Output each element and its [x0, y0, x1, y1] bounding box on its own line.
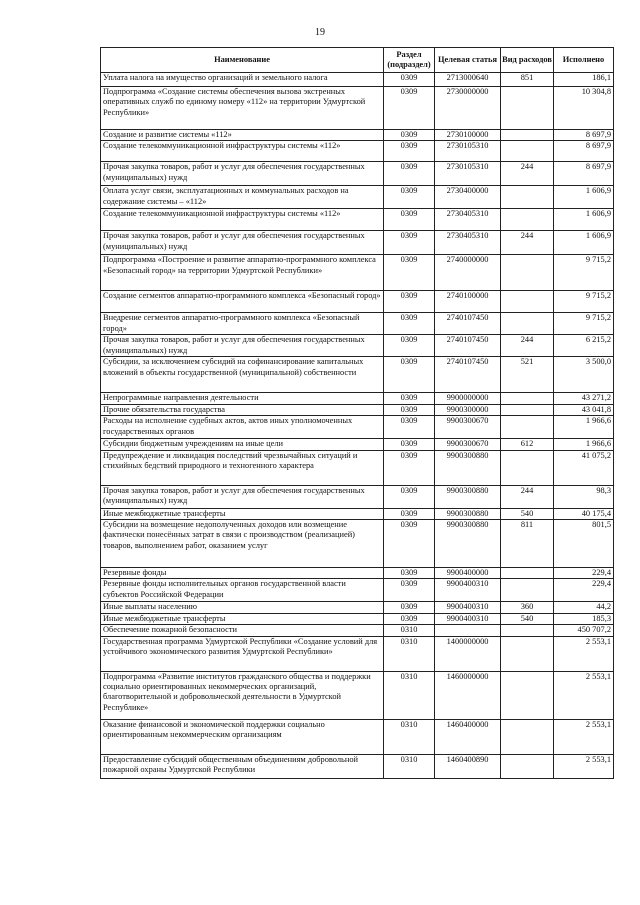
- table-row: [101, 450, 614, 485]
- cell-value: 3 500,0: [554, 357, 614, 393]
- cell-section: 0309: [384, 209, 435, 231]
- cell-value: 229,4: [554, 568, 614, 579]
- cell-expense: [501, 186, 554, 209]
- cell-expense: 244: [501, 162, 554, 186]
- cell-expense: [501, 450, 554, 485]
- table-row: [101, 625, 614, 636]
- cell-value: 40 175,4: [554, 508, 614, 519]
- table-row: [101, 520, 614, 568]
- cell-name: Создание сегментов аппаратно-программного комплекса «Безопасный город»: [101, 291, 384, 313]
- table-row: [101, 485, 614, 508]
- table-row: [101, 291, 614, 313]
- cell-value: 2 553,1: [554, 636, 614, 671]
- cell-name: Субсидии, за исключением субсидий на софинансирование капитальных вложений в объекты государственной (муниципальной) собственности: [101, 357, 384, 393]
- cell-value: 10 304,8: [554, 87, 614, 130]
- cell-section: 0310: [384, 719, 435, 754]
- header-name: Наименование: [101, 48, 384, 73]
- table-row: [101, 636, 614, 671]
- table-row: [101, 393, 614, 404]
- cell-target: 2740107450: [435, 313, 501, 335]
- cell-target: 2740100000: [435, 291, 501, 313]
- cell-expense: [501, 416, 554, 439]
- cell-target: 9900400310: [435, 602, 501, 613]
- cell-name: Обеспечение пожарной безопасности: [101, 625, 384, 636]
- table-row: [101, 231, 614, 255]
- cell-section: 0309: [384, 485, 435, 508]
- cell-value: 1 606,9: [554, 231, 614, 255]
- cell-expense: [501, 209, 554, 231]
- cell-value: 6 215,2: [554, 335, 614, 357]
- cell-name: Оплата услуг связи, эксплуатационных и коммунальных расходов на содержание системы – «112»: [101, 186, 384, 209]
- cell-value: 2 553,1: [554, 754, 614, 778]
- cell-name: Предупреждение и ликвидация последствий чрезвычайных ситуаций и стихийных бедствий природного и техногенного характера: [101, 450, 384, 485]
- cell-expense: 521: [501, 357, 554, 393]
- cell-section: 0309: [384, 357, 435, 393]
- cell-target: 9900400310: [435, 613, 501, 624]
- cell-value: 98,3: [554, 485, 614, 508]
- cell-expense: [501, 255, 554, 291]
- cell-name: Подпрограмма «Создание системы обеспечения вызова экстренных оперативных служб по единому номеру «112» на территории Удмуртской Республики»: [101, 87, 384, 130]
- cell-section: 0310: [384, 636, 435, 671]
- cell-target: 2713000640: [435, 73, 501, 87]
- cell-section: 0310: [384, 754, 435, 778]
- table-row: [101, 357, 614, 393]
- cell-section: 0309: [384, 73, 435, 87]
- cell-name: Прочие обязательства государства: [101, 404, 384, 415]
- cell-name: Резервные фонды: [101, 568, 384, 579]
- cell-expense: 244: [501, 335, 554, 357]
- cell-name: Резервные фонды исполнительных органов государственной власти субъектов Российской Федерации: [101, 579, 384, 602]
- cell-section: 0309: [384, 613, 435, 624]
- cell-value: 1 966,6: [554, 416, 614, 439]
- cell-expense: [501, 625, 554, 636]
- cell-target: 9900400000: [435, 568, 501, 579]
- cell-target: 9900000000: [435, 393, 501, 404]
- table-row: [101, 186, 614, 209]
- cell-target: 1460000000: [435, 671, 501, 719]
- cell-section: 0309: [384, 520, 435, 568]
- cell-value: 8 697,9: [554, 162, 614, 186]
- cell-value: 185,3: [554, 613, 614, 624]
- cell-expense: 612: [501, 439, 554, 450]
- cell-section: 0309: [384, 255, 435, 291]
- cell-value: 8 697,9: [554, 141, 614, 162]
- cell-section: 0309: [384, 439, 435, 450]
- cell-section: 0309: [384, 393, 435, 404]
- cell-target: 1400000000: [435, 636, 501, 671]
- page-number: 19: [315, 27, 325, 38]
- cell-section: 0310: [384, 625, 435, 636]
- cell-value: 44,2: [554, 602, 614, 613]
- cell-target: 9900300670: [435, 416, 501, 439]
- cell-target: 9900300880: [435, 450, 501, 485]
- cell-section: 0309: [384, 186, 435, 209]
- table-row: [101, 439, 614, 450]
- cell-expense: [501, 671, 554, 719]
- cell-target: 9900300880: [435, 520, 501, 568]
- cell-target: 2730105310: [435, 141, 501, 162]
- cell-name: Оказание финансовой и экономической поддержки социально ориентированным некоммерческим организациям: [101, 719, 384, 754]
- cell-expense: 244: [501, 231, 554, 255]
- cell-target: 2730105310: [435, 162, 501, 186]
- cell-expense: [501, 636, 554, 671]
- cell-section: 0309: [384, 568, 435, 579]
- cell-expense: [501, 141, 554, 162]
- cell-name: Подпрограмма «Построение и развитие аппаратно-программного комплекса «Безопасный город» на территории Удмуртской Республики»: [101, 255, 384, 291]
- cell-section: 0309: [384, 508, 435, 519]
- cell-expense: [501, 719, 554, 754]
- table-row: [101, 73, 614, 87]
- cell-section: 0309: [384, 602, 435, 613]
- cell-name: Прочая закупка товаров, работ и услуг для обеспечения государственных (муниципальных) нужд: [101, 162, 384, 186]
- cell-section: 0309: [384, 130, 435, 141]
- cell-section: 0309: [384, 141, 435, 162]
- header-target: Целевая статья: [435, 48, 501, 73]
- cell-expense: [501, 579, 554, 602]
- cell-section: 0309: [384, 162, 435, 186]
- cell-target: 9900300880: [435, 485, 501, 508]
- table-row: [101, 508, 614, 519]
- cell-section: 0309: [384, 231, 435, 255]
- cell-section: 0309: [384, 313, 435, 335]
- cell-expense: 540: [501, 613, 554, 624]
- cell-name: Уплата налога на имущество организаций и земельного налога: [101, 73, 384, 87]
- table-row: [101, 209, 614, 231]
- table-row: [101, 613, 614, 624]
- cell-name: Прочая закупка товаров, работ и услуг для обеспечения государственных (муниципальных) нужд: [101, 231, 384, 255]
- cell-value: 801,5: [554, 520, 614, 568]
- header-expense: Вид расходов: [501, 48, 554, 73]
- cell-expense: [501, 568, 554, 579]
- cell-target: 9900300670: [435, 439, 501, 450]
- cell-name: Иные выплаты населению: [101, 602, 384, 613]
- cell-value: 41 075,2: [554, 450, 614, 485]
- table-row: [101, 719, 614, 754]
- cell-expense: 851: [501, 73, 554, 87]
- cell-value: 9 715,2: [554, 255, 614, 291]
- table-row: [101, 602, 614, 613]
- cell-value: 9 715,2: [554, 291, 614, 313]
- table-row: [101, 754, 614, 778]
- cell-section: 0309: [384, 404, 435, 415]
- cell-value: 229,4: [554, 579, 614, 602]
- cell-name: Подпрограмма «Развитие институтов гражданского общества и поддержки социально ориентированных некоммерческих организаций, благотворительной и добровольческой деятельности в Удмуртской Республике»: [101, 671, 384, 719]
- cell-name: Субсидии на возмещение недополученных доходов или возмещение фактически понесённых затрат в связи с производством (реализацией) товаров, выполнением работ, оказанием услуг: [101, 520, 384, 568]
- cell-target: [435, 625, 501, 636]
- table-row: [101, 162, 614, 186]
- cell-target: 2730405310: [435, 209, 501, 231]
- cell-value: 1 606,9: [554, 186, 614, 209]
- cell-name: Создание телекоммуникационной инфраструктуры системы «112»: [101, 141, 384, 162]
- cell-expense: 244: [501, 485, 554, 508]
- cell-target: 1460400000: [435, 719, 501, 754]
- cell-value: 2 553,1: [554, 719, 614, 754]
- cell-value: 8 697,9: [554, 130, 614, 141]
- cell-section: 0309: [384, 450, 435, 485]
- cell-section: 0310: [384, 671, 435, 719]
- header-value: Исполнено: [554, 48, 614, 73]
- table-row: [101, 416, 614, 439]
- cell-section: 0309: [384, 416, 435, 439]
- cell-target: 2730000000: [435, 87, 501, 130]
- cell-value: 1 966,6: [554, 439, 614, 450]
- table-row: [101, 671, 614, 719]
- table-row: [101, 335, 614, 357]
- table-row: [101, 141, 614, 162]
- cell-section: 0309: [384, 87, 435, 130]
- cell-value: 9 715,2: [554, 313, 614, 335]
- cell-expense: [501, 313, 554, 335]
- cell-value: 43 041,8: [554, 404, 614, 415]
- table-row: [101, 404, 614, 415]
- cell-target: 9900400310: [435, 579, 501, 602]
- table-row: [101, 130, 614, 141]
- cell-section: 0309: [384, 335, 435, 357]
- cell-expense: [501, 754, 554, 778]
- cell-target: 2740000000: [435, 255, 501, 291]
- cell-section: 0309: [384, 291, 435, 313]
- cell-target: 9900300000: [435, 404, 501, 415]
- cell-name: Прочая закупка товаров, работ и услуг для обеспечения государственных (муниципальных) нужд: [101, 335, 384, 357]
- cell-name: Предоставление субсидий общественным объединениям добровольной пожарной охраны Удмуртской Республики: [101, 754, 384, 778]
- cell-target: 2740107450: [435, 335, 501, 357]
- cell-name: Прочая закупка товаров, работ и услуг для обеспечения государственных (муниципальных) нужд: [101, 485, 384, 508]
- budget-execution-table: [100, 47, 614, 779]
- table-body: [101, 73, 614, 779]
- table-row: [101, 579, 614, 602]
- cell-target: 1460400890: [435, 754, 501, 778]
- cell-value: 2 553,1: [554, 671, 614, 719]
- cell-section: 0309: [384, 579, 435, 602]
- cell-name: Расходы на исполнение судебных актов, актов иных уполномоченных государственных органов: [101, 416, 384, 439]
- cell-name: Внедрение сегментов аппаратно-программного комплекса «Безопасный город»: [101, 313, 384, 335]
- cell-value: 450 707,2: [554, 625, 614, 636]
- cell-expense: [501, 87, 554, 130]
- cell-expense: [501, 404, 554, 415]
- table-header-row: [101, 48, 614, 73]
- cell-target: 2730400000: [435, 186, 501, 209]
- header-section: Раздел (подраздел): [384, 48, 435, 73]
- cell-name: Субсидии бюджетным учреждениям на иные цели: [101, 439, 384, 450]
- cell-name: Государственная программа Удмуртской Республики «Создание условий для устойчивого экономического развития Удмуртской Республики»: [101, 636, 384, 671]
- cell-value: 186,1: [554, 73, 614, 87]
- cell-expense: 811: [501, 520, 554, 568]
- cell-name: Непрограммные направления деятельности: [101, 393, 384, 404]
- cell-name: Создание и развитие системы «112»: [101, 130, 384, 141]
- cell-expense: [501, 291, 554, 313]
- table-row: [101, 255, 614, 291]
- cell-name: Создание телекоммуникационной инфраструктуры системы «112»: [101, 209, 384, 231]
- cell-expense: 360: [501, 602, 554, 613]
- cell-target: 2730100000: [435, 130, 501, 141]
- cell-expense: [501, 393, 554, 404]
- table-row: [101, 313, 614, 335]
- cell-expense: [501, 130, 554, 141]
- cell-target: 2740107450: [435, 357, 501, 393]
- cell-value: 1 606,9: [554, 209, 614, 231]
- table-row: [101, 568, 614, 579]
- cell-target: 9900300880: [435, 508, 501, 519]
- cell-value: 43 271,2: [554, 393, 614, 404]
- cell-expense: 540: [501, 508, 554, 519]
- cell-target: 2730405310: [435, 231, 501, 255]
- cell-name: Иные межбюджетные трансферты: [101, 508, 384, 519]
- table-row: [101, 87, 614, 130]
- cell-name: Иные межбюджетные трансферты: [101, 613, 384, 624]
